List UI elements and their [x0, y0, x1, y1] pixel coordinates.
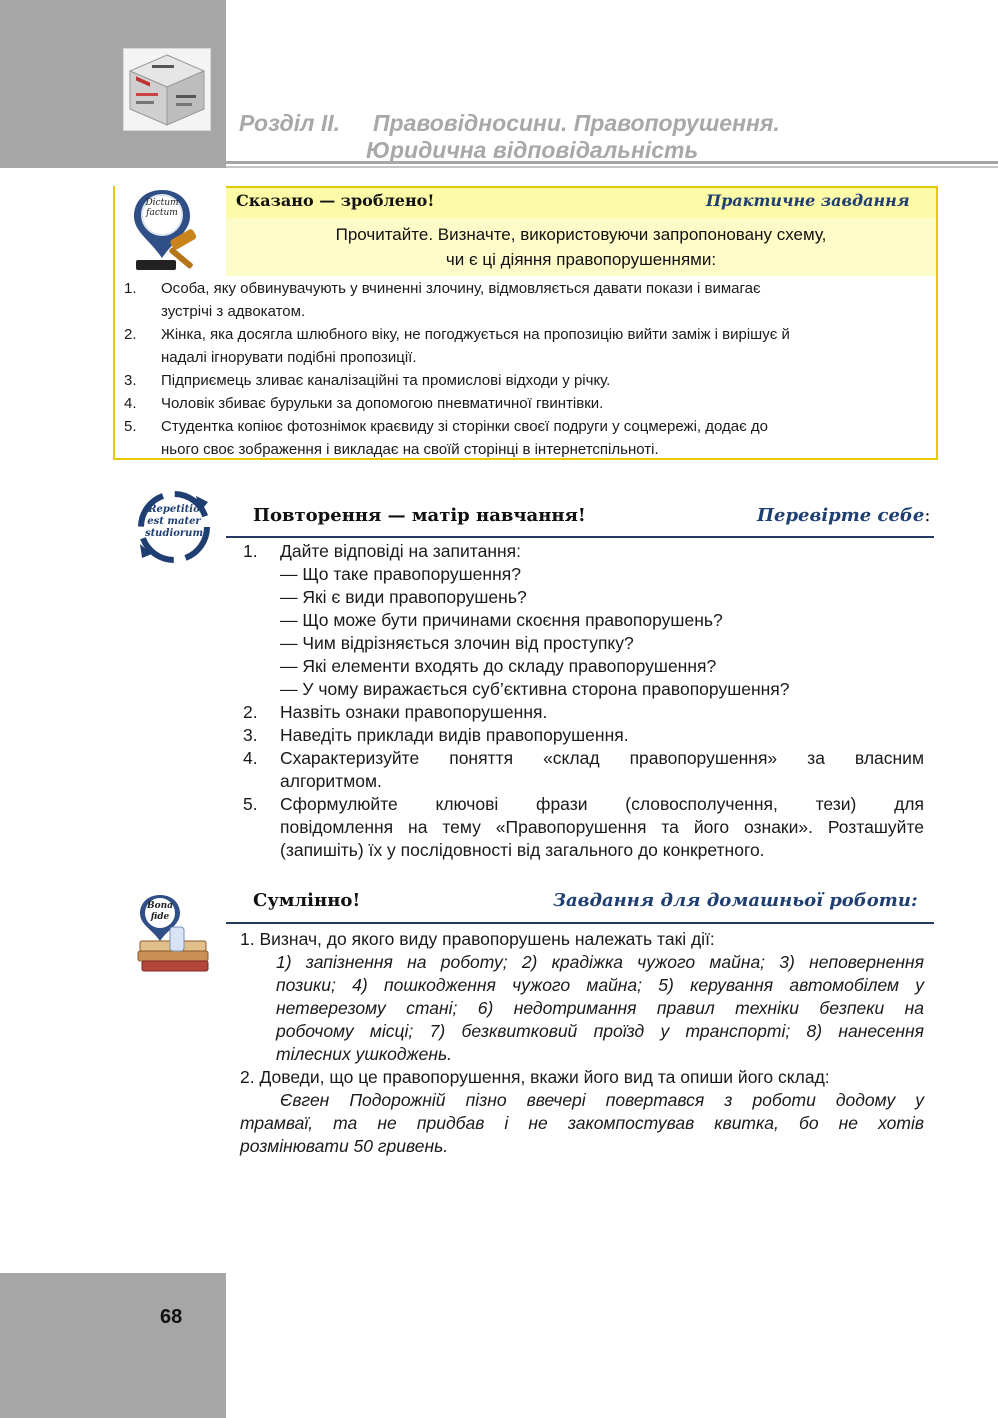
list-item: 3. Наведіть приклади видів правопорушення.	[243, 725, 629, 745]
homework-task-2: 2. Доведи, що це правопорушення, вкажи його вид та опиши його склад:	[240, 1067, 830, 1087]
homework-heading-rule	[226, 922, 934, 924]
homework-task-type: Завдання для домашньої роботи:	[553, 890, 918, 911]
practical-task-list	[120, 277, 920, 461]
practical-task-heading: Сказано — зроблено!	[236, 191, 435, 210]
review-heading-rule	[226, 536, 934, 538]
list-item: 5. Студентка копіює фотознімок краєвиду зі сторінки своєї подруги у соцмережі, додає до нього своє зображення і викладає на своїй сторінці в інтернетспільноті.	[124, 418, 769, 458]
list-item: 5. Сформулюйте ключові фрази (словосполучення, тези) для повідомлення на тему «Правопорушення та його ознаки». Розташуйте (запишіть) їх у послідовності від загального до конкретного.	[243, 794, 924, 860]
list-item: 2. Назвіть ознаки правопорушення.	[243, 702, 548, 722]
dictum-factum-label: Dictum factum	[145, 198, 179, 218]
list-item: 2. Жінка, яка досягла шлюбного віку, не погоджується на пропозицію вийти заміж і вирішує й надалі ігнорувати подібні пропозиції.	[124, 326, 790, 366]
section-title-line1: Правовідносини. Правопорушення.	[373, 110, 780, 136]
list-item: 1. Дайте відповіді на запитання:	[243, 541, 522, 561]
list-item: 4. Схарактеризуйте поняття «склад правопорушення» за власним алгоритмом.	[243, 748, 924, 791]
sub-question: — У чому виражається суб’єктивна сторона правопорушення?	[280, 679, 790, 699]
section-label: Розділ ІІ.	[239, 110, 340, 136]
bona-fide-books-icon	[134, 887, 212, 975]
sub-question: — Чим відрізняється злочин від проступку?	[280, 633, 634, 653]
review-questions-list	[240, 540, 924, 862]
repetitio-label: Repetitio est mater studiorum	[144, 504, 204, 539]
homework-task-1-text: 1) запізнення на роботу; 2) крадіжка чужого майна; 3) неповернення позики; 4) пошкодження чужого майна; 5) керування автомобілем у нетверезому стані; 6) недотримання правил техніки безпеки на робочому місці; 7) безквитковий проїзд у транспорті; 8) нанесення тілесних ушкоджень.	[276, 952, 924, 1064]
newspaper-cube-image	[123, 48, 211, 131]
list-item: 4. Чоловік збиває бурульки за допомогою пневматичної гвинтівки.	[124, 395, 604, 412]
review-heading: Повторення — матір навчання!	[253, 505, 586, 526]
list-item: 3. Підприємець зливає каналізаційні та промислові відходи у річку.	[124, 372, 611, 389]
sub-question: — Що таке правопорушення?	[280, 564, 521, 584]
review-task-type: Перевірте себе:	[757, 505, 931, 526]
practical-task-type: Практичне завдання	[706, 191, 910, 210]
header-rule-thin	[226, 166, 998, 168]
sub-question: — Які елементи входять до складу правопорушення?	[280, 656, 717, 676]
page-number: 68	[160, 1306, 183, 1328]
homework-task-2-text: Євген Подорожній пізно ввечері повертався з роботи додому у трамваї, та не придбав і не закомпостував квитка, бо не хотів розмінювати 50 гривень.	[240, 1090, 924, 1156]
bona-fide-label: Bona fide	[147, 901, 173, 922]
practical-task-instruction: Прочитайте. Визначте, використовуючи запропоновану схему, чи є ці діяння правопорушеннями:	[335, 225, 827, 269]
repetitio-cycle-icon	[134, 488, 214, 566]
sub-question: — Що може бути причинами скоєння правопорушень?	[280, 610, 723, 630]
list-item: 1. Особа, яку обвинувачують у вчиненні злочину, відмовляється давати покази і вимагає зустрічі з адвокатом.	[124, 280, 761, 320]
gavel-pin-icon	[132, 188, 208, 276]
homework-task-1: 1. Визнач, до якого виду правопорушень належать такі дії:	[240, 929, 715, 949]
homework-list	[240, 928, 924, 1158]
footer-gray-block	[0, 1273, 226, 1418]
homework-heading: Сумлінно!	[253, 890, 361, 911]
sub-question: — Які є види правопорушень?	[280, 587, 527, 607]
section-title-line2: Юридична відповідальність	[366, 137, 699, 163]
